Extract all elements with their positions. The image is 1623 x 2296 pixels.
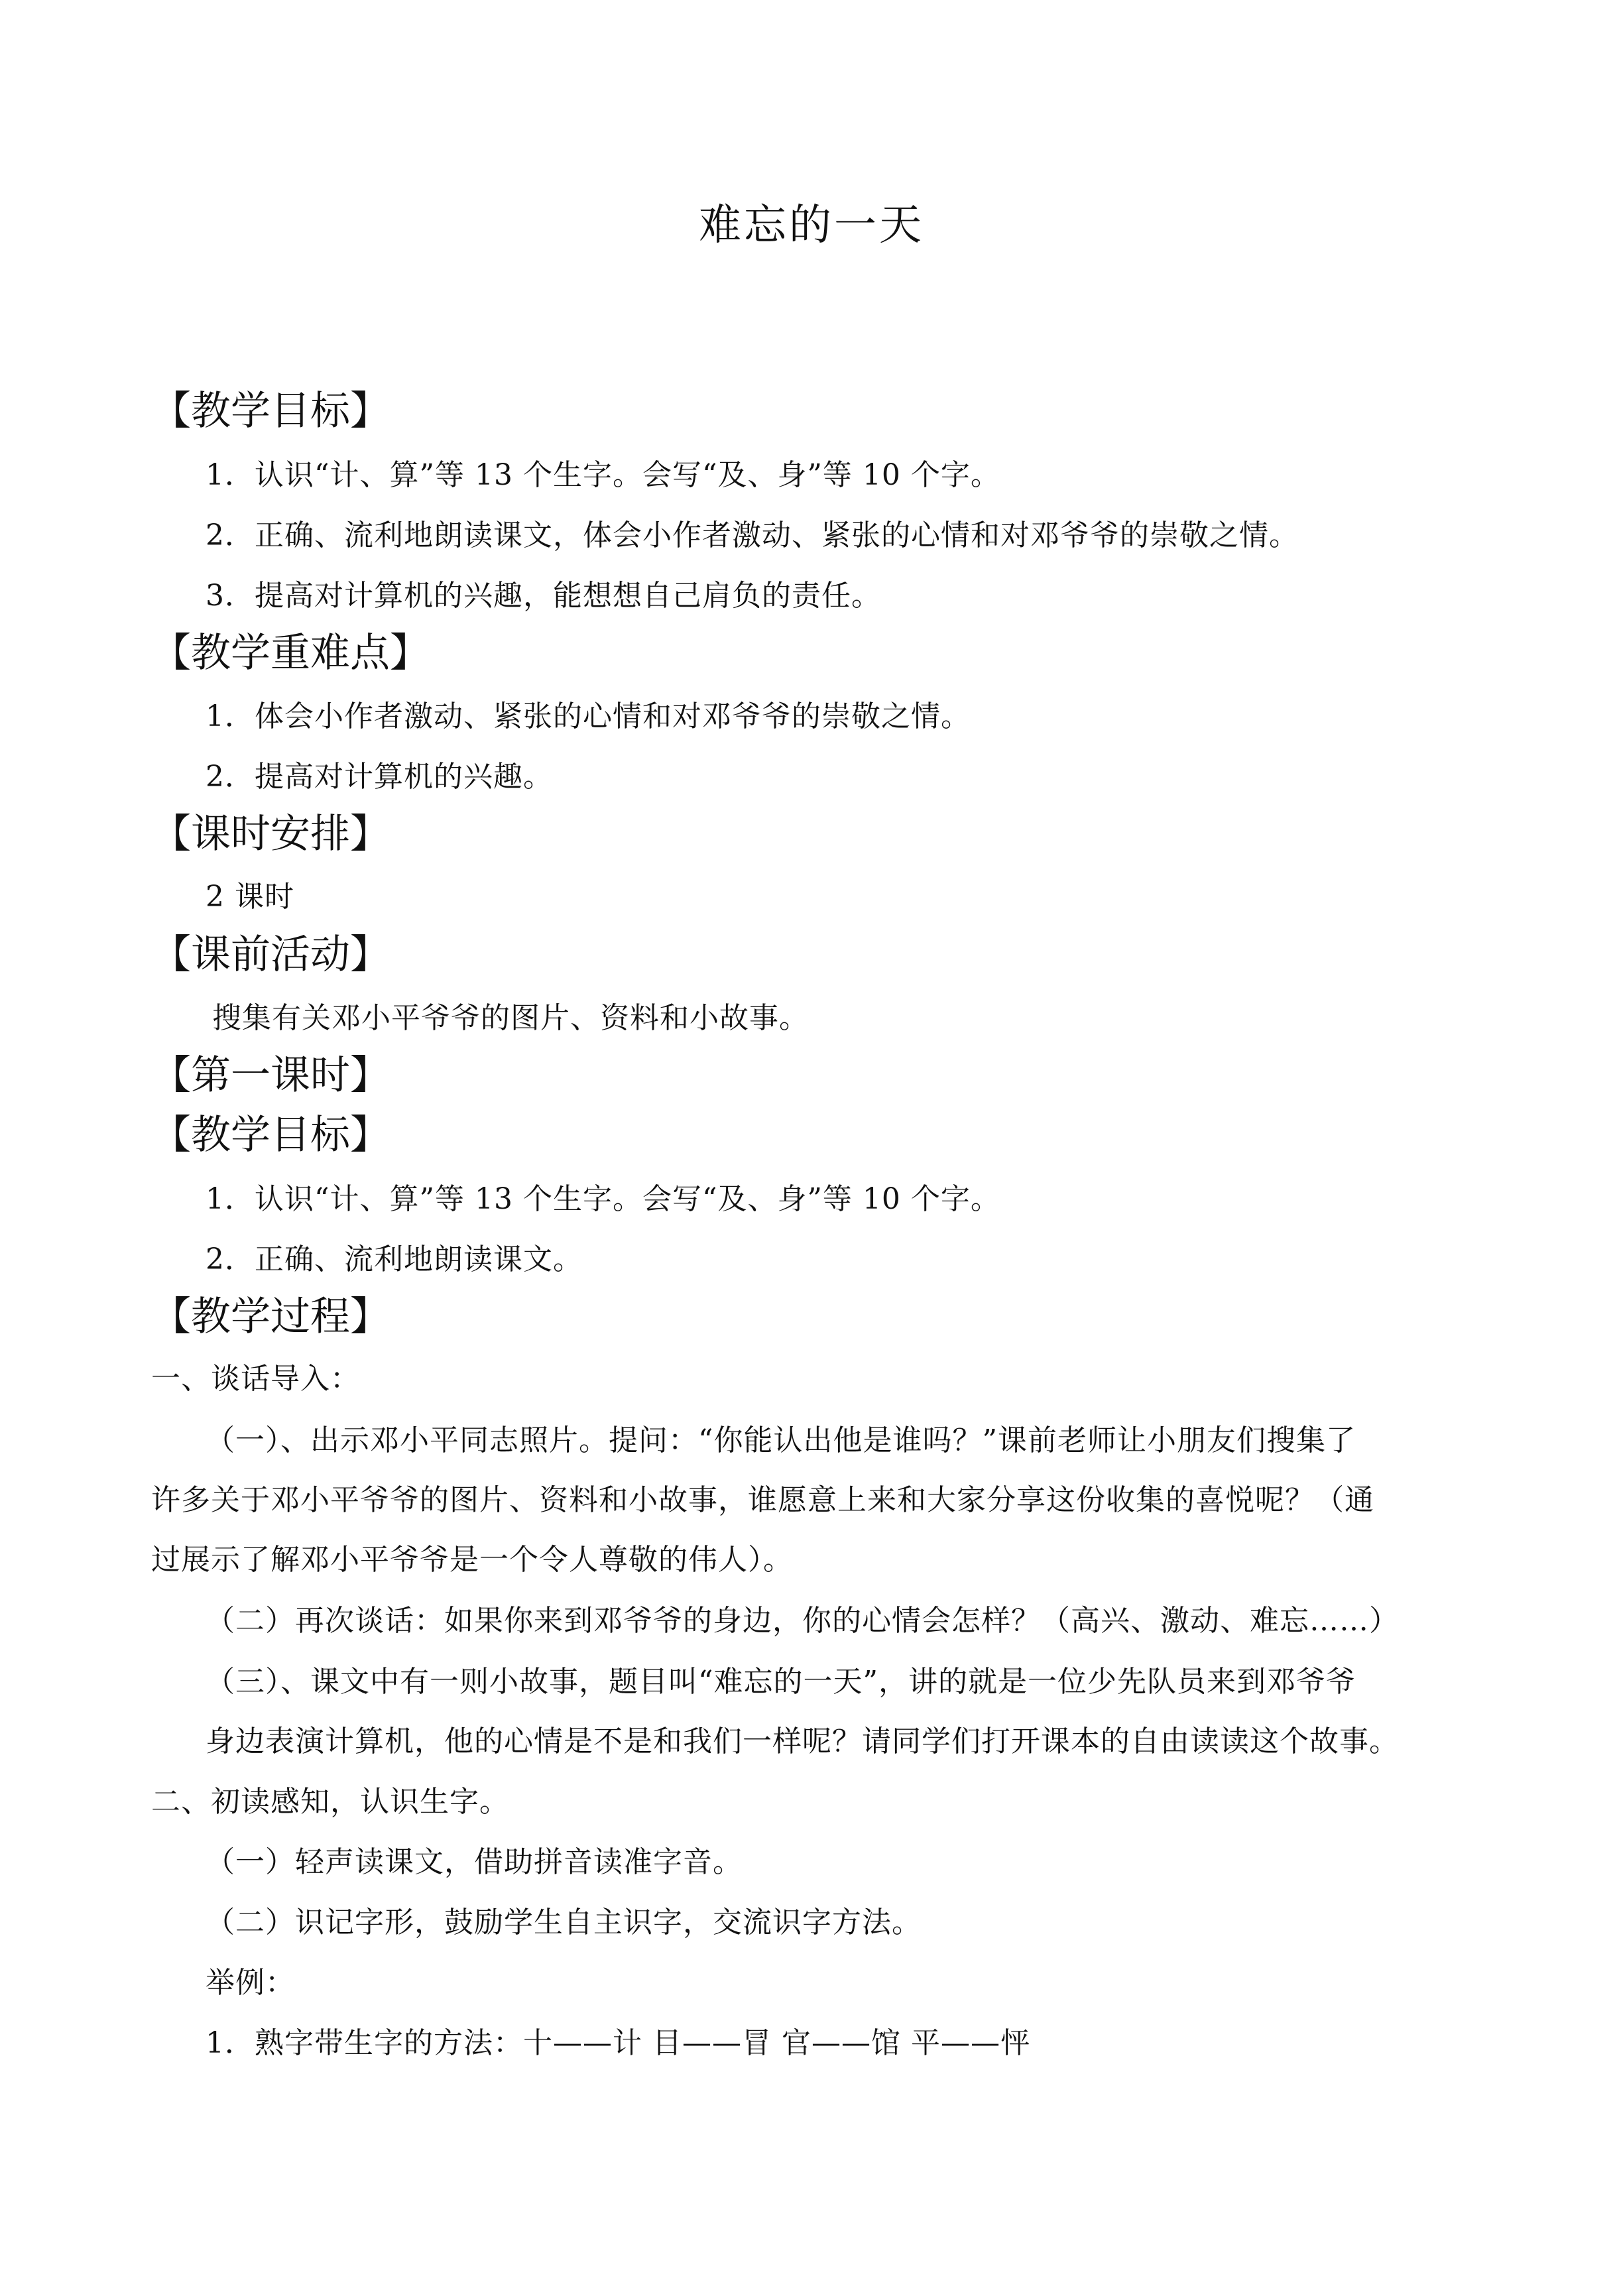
process-part1-paragraph1-line1: （一）、出示邓小平同志照片。提问：“你能认出他是谁吗？”课前老师让小朋友们搜集了 — [206, 1423, 1356, 1457]
process-part1-paragraph3-line1: （三）、课文中有一则小故事，题目叫“难忘的一天”，讲的就是一位少先队员来到邓爷爷 — [206, 1665, 1356, 1699]
document-title: 难忘的一天 — [699, 201, 924, 250]
process-part2-example-label: 举例： — [206, 1966, 295, 2000]
lesson1-goal-item-1: 1．认识“计、算”等 13 个生字。会写“及、身”等 10 个字。 — [206, 1182, 1000, 1216]
pre-activity-text: 搜集有关邓小平爷爷的图片、资料和小故事。 — [212, 1001, 809, 1035]
section-heading-goals: 【教学目标】 — [151, 388, 390, 434]
goal-item-3: 3．提高对计算机的兴趣，能想想自己肩负的责任。 — [206, 579, 881, 613]
process-part1-title: 一、谈话导入： — [151, 1362, 360, 1396]
section-heading-schedule: 【课时安排】 — [151, 811, 390, 857]
process-part1-paragraph1-line2: 许多关于邓小平爷爷的图片、资料和小故事，谁愿意上来和大家分享这份收集的喜悦呢？（通 — [151, 1483, 1374, 1517]
process-part2-paragraph1: （一）轻声读课文，借助拼音读准字音。 — [206, 1845, 743, 1879]
process-part2-title: 二、初读感知，认识生字。 — [151, 1785, 509, 1819]
section-heading-key-points: 【教学重难点】 — [151, 630, 430, 676]
goal-item-2: 2．正确、流利地朗读课文，体会小作者激动、紧张的心情和对邓爷爷的崇敬之情。 — [206, 518, 1299, 552]
key-point-item-2: 2．提高对计算机的兴趣。 — [206, 760, 553, 794]
section-heading-pre-activity: 【课前活动】 — [151, 932, 390, 978]
section-heading-lesson1-goals: 【教学目标】 — [151, 1112, 390, 1158]
goal-item-1: 1．认识“计、算”等 13 个生字。会写“及、身”等 10 个字。 — [206, 458, 1000, 492]
process-part2-item1: 1．熟字带生字的方法：十——计 目——冒 官——馆 平——怦 — [206, 2026, 1030, 2060]
key-point-item-1: 1．体会小作者激动、紧张的心情和对邓爷爷的崇敬之情。 — [206, 699, 971, 733]
process-part1-paragraph3-line2: 身边表演计算机，他的心情是不是和我们一样呢？请同学们打开课本的自由读读这个故事。 — [206, 1724, 1399, 1758]
process-part2-paragraph2: （二）识记字形，鼓励学生自主识字，交流识字方法。 — [206, 1905, 922, 1939]
section-heading-process: 【教学过程】 — [151, 1294, 390, 1340]
section-heading-lesson1: 【第一课时】 — [151, 1052, 390, 1099]
process-part1-paragraph1-line3: 过展示了解邓小平爷爷是一个令人尊敬的伟人）。 — [151, 1543, 793, 1577]
process-part1-paragraph2: （二）再次谈话：如果你来到邓爷爷的身边，你的心情会怎样？（高兴、激动、难忘……） — [206, 1604, 1399, 1638]
lesson1-goal-item-2: 2．正确、流利地朗读课文。 — [206, 1242, 583, 1276]
schedule-text: 2 课时 — [206, 880, 294, 914]
